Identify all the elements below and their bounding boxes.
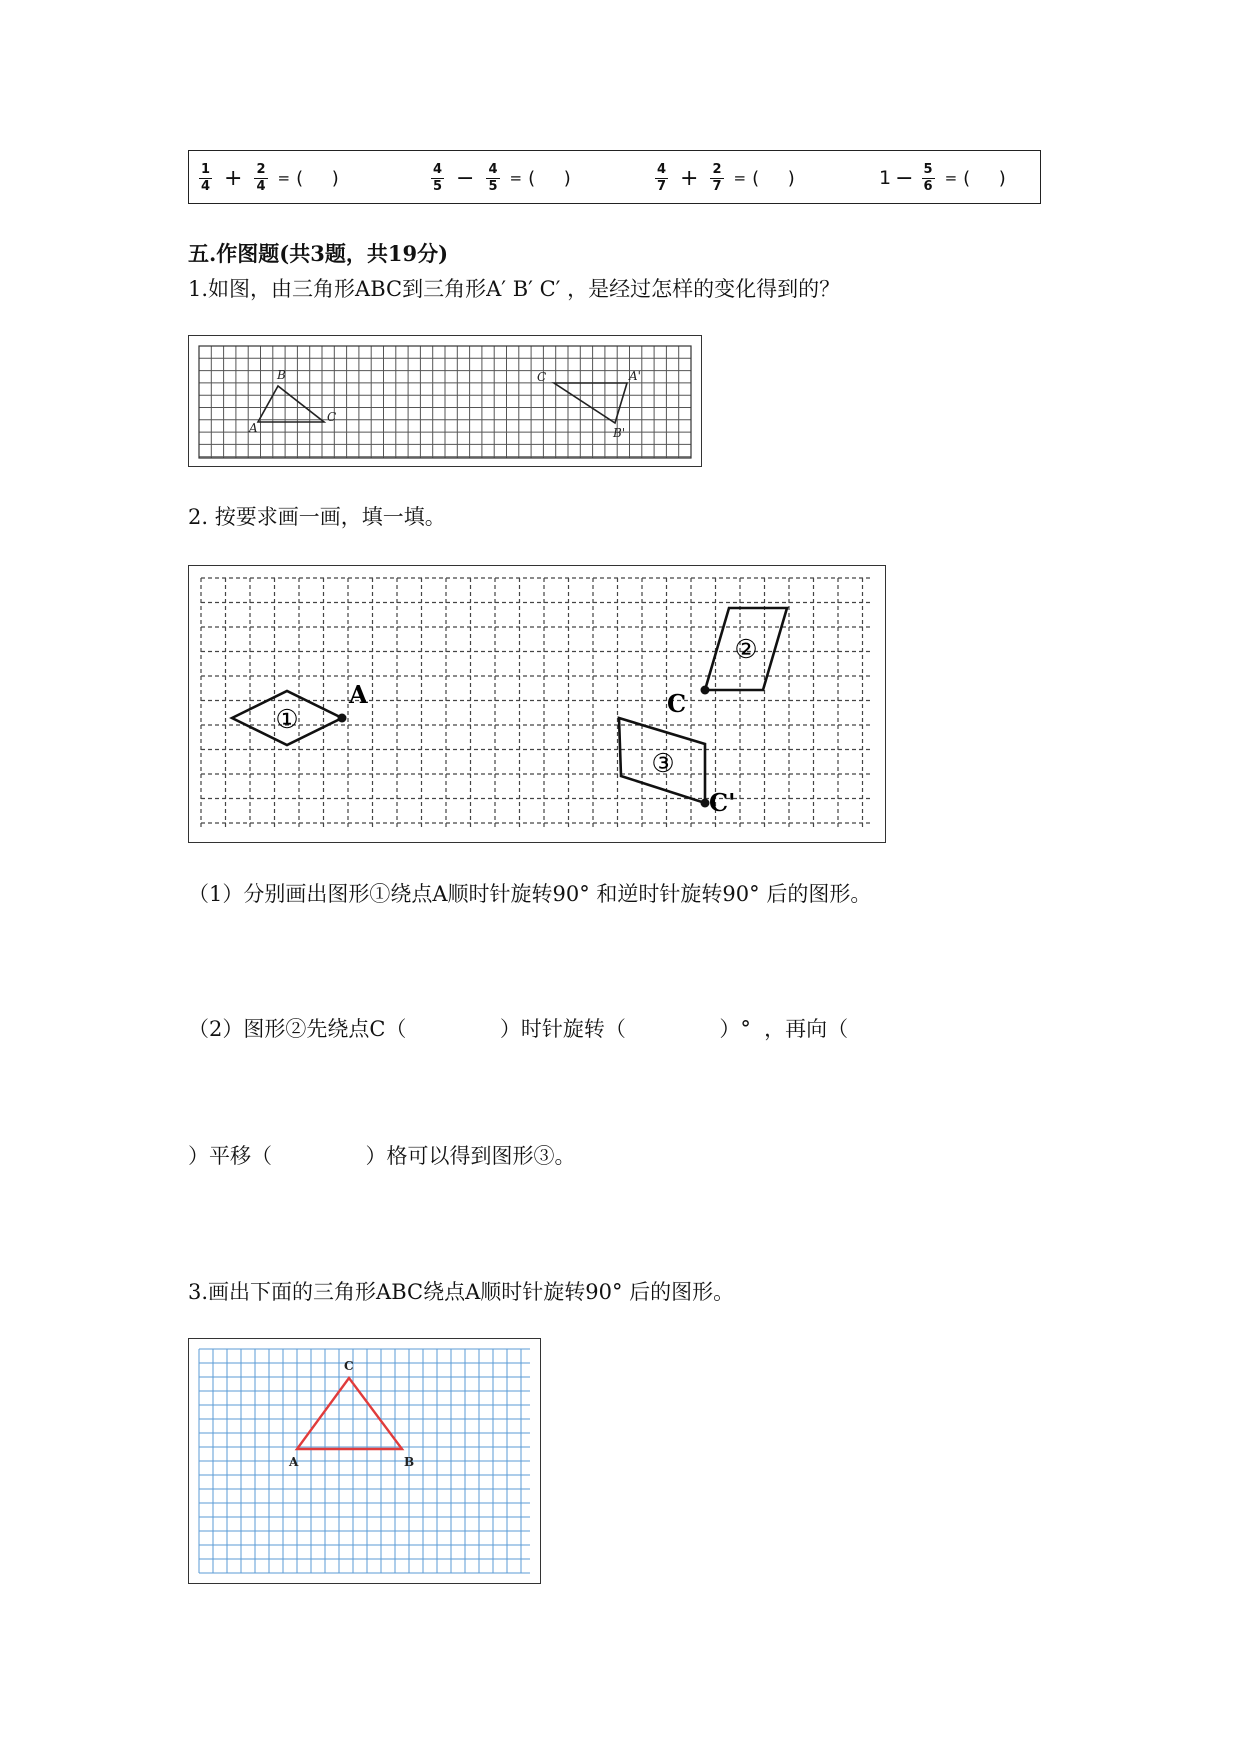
fraction-exercise-box [188,150,1041,204]
point-c [701,686,710,695]
label-shape-2: ② [734,635,758,665]
label-shape-3: ③ [651,749,675,779]
section-heading: 五.作图题(共3题，共19分) [188,241,449,266]
label-b: B [277,368,286,382]
question-3-figure [188,1338,541,1584]
label-a-prime: A' [629,369,641,383]
answer-blank[interactable]: ( ) [528,167,571,189]
question-3-text: 3.画出下面的三角形ABC绕点A顺时针旋转90° 后的图形。 [188,1280,735,1304]
fraction-expr-1: $\frac{1}{4}$ + $\frac{2}{4}$ = ( ) [201,161,339,194]
question-2-sub-2: （2）图形②先绕点C（ ）时针旋转（ ）° ，再向（ [188,1017,849,1041]
question-2-sub-1: （1）分别画出图形①绕点A顺时针旋转90° 和逆时针旋转90° 后的图形。 [188,882,872,906]
question-2-sub-2-cont: ）平移（ ）格可以得到图形③。 [188,1144,576,1168]
label-point-a: A [349,680,368,709]
label-shape-1: ① [275,705,299,735]
question-2-figure [188,565,886,843]
label-b-prime: B' [613,426,626,440]
triangle-abc [297,1378,402,1449]
label-a: A [249,421,258,435]
question-2-text: 2. 按要求画一画，填一填。 [188,505,446,529]
label-c: C [327,410,337,424]
label-point-c-prime: C' [709,788,736,817]
label-b: B [404,1455,415,1469]
question-1-figure [188,335,702,467]
answer-blank[interactable]: ( ) [296,167,339,189]
label-point-c: C [667,689,687,718]
label-a: A [289,1455,299,1469]
q2-grid [189,566,885,842]
triangle-abc-prime [554,383,627,423]
fraction-expr-3: $\frac{4}{7}$ + $\frac{2}{7}$ = ( ) [657,161,795,194]
label-c: C [344,1359,354,1373]
q3-grid [189,1339,540,1583]
fraction-expr-4: 1 − $\frac{5}{6}$ = ( ) [879,161,1006,194]
label-c-prime: C [537,370,547,384]
q1-grid [189,336,701,466]
point-a [338,714,347,723]
answer-blank[interactable]: ( ) [752,167,795,189]
triangle-abc [258,386,324,422]
answer-blank[interactable]: ( ) [963,167,1006,189]
question-1-text: 1.如图，由三角形ABC到三角形A′ B′ C′ ，是经过怎样的变化得到的？ [188,277,841,301]
fraction-expr-2: $\frac{4}{5}$ − $\frac{4}{5}$ = ( ) [433,161,571,194]
